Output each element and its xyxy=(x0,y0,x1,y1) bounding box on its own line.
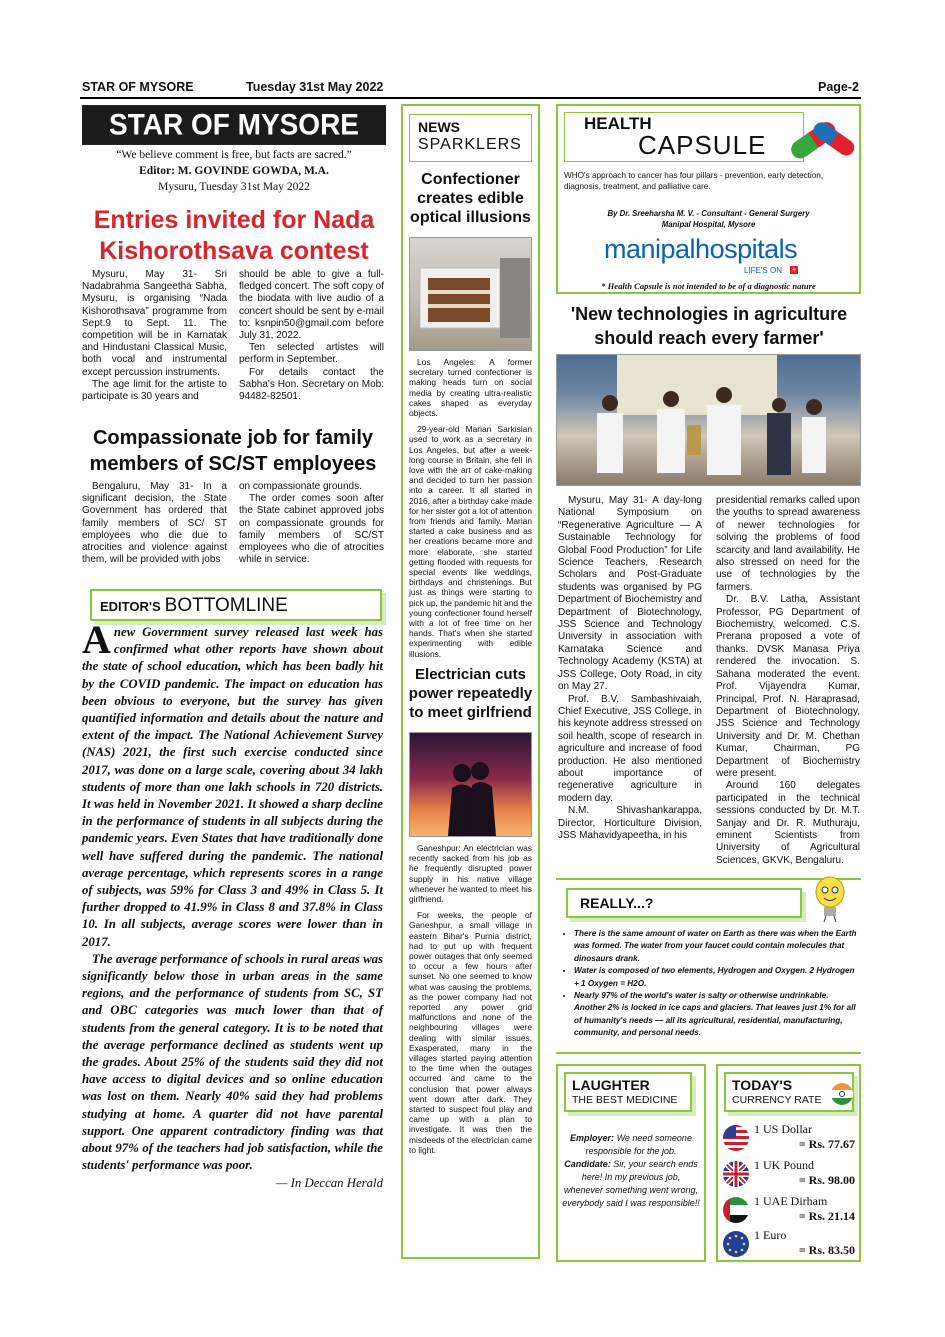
sparkler2-p2: For weeks, the people of Ganeshpur, a small village in eastern Bihar's Purnia district, had to put up with frequent power outages that only seemed to occur a few hours after sunset. No one seemed to know what was causing the problems, as the power company had not reported any power grid malfunctions and none of the neighbouring villages were dealing with similar issues. Exasperated, many in the villages started paying attention to the time when the outages occurred and came to the conclusion that power always went down after dark. They started to suspect foul play and came up with a plan to investigate. It was then the misdeeds of the electrician came to light. xyxy=(409,910,532,1155)
us-flag-icon xyxy=(722,1124,750,1152)
rate-gbp-value: Rs. 98.00 xyxy=(808,1173,855,1187)
header-rule xyxy=(80,97,861,99)
masthead-editor: Editor: M. GOVINDE GOWDA, M.A. xyxy=(139,165,329,177)
manipal-logo: manipalhospitals xyxy=(604,234,798,264)
editors-label: BOTTOMLINE xyxy=(164,595,288,616)
rate-eur-value: Rs. 83.50 xyxy=(808,1243,855,1257)
agri-c1p3: N.M. Shivashankarappa, Director, Horticulture Division, JSS Mahavidyapeetha, in his xyxy=(558,805,702,841)
symposium-photo xyxy=(556,354,861,486)
sparkler1-p2: 29-year-old Marian Sarkisian used to work as a secretary in Los Angeles, but after a week-long course in Britain, she fell in love with the art of cake-making and decided to turn her passion into a career. It all started in 2016, after a birthday cake made for her sister got a lot of attention from friends and family. Marian started a cake business and as her creations became more and more elaborate, she started getting flooded with requests for special events like weddings, birthdays and christenings. But just as things were starting to pick up, the pandemic hit and the young confectioner found herself with a lot of free time on her hands. That's when she started experimenting with edible illusions. xyxy=(409,424,532,659)
editorial-p2: The average performance of schools in rural areas was significantly below those in urban areas in the same regions, and the performance of students from SC, ST and OBC categories was much lower than that of students from the general category. It is to be noted that the average performance declined as students went up the grades. About 25% of the students said they did not have access to digital devices and so online education was lost on them. Nearly 40% said they had problems studying at home. A quarter did not have parental support. One apparent contradictory finding was that about 97% of the teachers had job satisfaction, while the students' performance was poor. xyxy=(82,951,383,1173)
currency-label1: TODAY'S xyxy=(732,1077,793,1093)
really-fact-3: • Nearly 97% of the world's water is salty or otherwise undrinkable. Another 2% is locked in ice caps and glaciers. That leaves just 1% for all of humanity's needs — all its agricultural, residential, manufacturing, community, and personal needs. xyxy=(574,990,860,1040)
masthead-dateline: Mysuru, Tuesday 31st May 2022 xyxy=(158,181,310,193)
agri-c2p3: Around 160 delegates participated in the technical sessions conducted by Dr. M.T. Sanjay and Dr. R. Muthuraju, eminent Scientists from University of Agricultural Sciences, GKVK, Bengaluru. xyxy=(716,780,860,866)
laughter-label2: THE BEST MEDICINE xyxy=(572,1094,678,1106)
sparklers-label1: NEWS xyxy=(418,119,460,135)
nada-col2a: should be able to give a full-fledged concert. The soft copy of the biodata with live audio of a concert should be sent by e-mail to: ksnpin50@gmail.com before July 31, 2022. xyxy=(239,269,384,342)
cake-photo xyxy=(409,237,532,351)
sparklers-header xyxy=(409,114,532,162)
sparkler1-text xyxy=(403,357,538,659)
uae-flag-icon xyxy=(722,1196,750,1224)
currency-label2: CURRENCY RATE xyxy=(732,1094,822,1106)
nada-article xyxy=(82,269,384,403)
header-page-number: Page-2 xyxy=(818,80,859,94)
symposium-scene xyxy=(557,355,861,486)
agri-c2p2: Dr. B.V. Latha, Assistant Professor, PG Department of Biochemistry, welcomed. C.S. Prerana proposed a vote of thanks. DVSK Manasa Priya rendered the invocation. S. Sahana moderated the event. Prof. Vijayendra Kumar, Principal, Prof. N. Haraprasad, Department of Biotechnology, JSS Science and Technology University and Dr. M. Chethan Kumar, Chairman, PG Department of Biochemistry were present. xyxy=(716,594,860,779)
sparkler2-headline: Electrician cuts power repeatedly to meet girlfriend xyxy=(408,665,533,721)
rate-row-usd: 1 US Dollar = Rs. 77.67 xyxy=(718,1120,859,1156)
sparkler1-headline: Confectioner creates edible optical illusions xyxy=(410,171,531,226)
cake-illustration xyxy=(410,238,535,350)
joke-candidate-label: Candidate: xyxy=(564,1159,611,1169)
laughter-label1: LAUGHTER xyxy=(572,1077,650,1093)
really-label: REALLY...? xyxy=(580,895,654,911)
health-note: * Health Capsule is not intended to be of a diagnostic nature xyxy=(601,281,816,291)
nada-headline: Entries invited for Nada Kishorothsava contest xyxy=(93,206,375,265)
comp-headline: Compassionate job for family members of SC/ST employees xyxy=(89,427,377,475)
agri-article xyxy=(558,495,860,867)
editors-label-bold: EDITOR'S xyxy=(100,599,161,614)
eu-flag-icon xyxy=(722,1230,750,1258)
joke-employer-label: Employer: xyxy=(570,1133,615,1143)
couple-photo xyxy=(409,732,532,837)
really-fact-2: • Water is composed of two elements, Hydrogen and Oxygen. 2 Hydrogen + 1 Oxygen = H2O. xyxy=(574,965,860,990)
editors-bottomline-header xyxy=(90,589,382,621)
lightbulb-mascot-icon xyxy=(812,876,848,922)
capsule-pills-icon xyxy=(782,110,860,166)
masthead-title: STAR OF MYSORE xyxy=(82,105,386,145)
health-byline: By Dr. Sreeharsha M. V. - Consultant - General Surgery xyxy=(607,209,810,218)
rate-usd-value: Rs. 77.67 xyxy=(808,1137,855,1151)
comp-col2a: on compassionate grounds. xyxy=(239,481,362,492)
nada-col2b: Ten selected artistes will perform in September. xyxy=(239,342,384,366)
rate-aed-name: 1 UAE Dirham xyxy=(754,1194,828,1208)
really-fact-1: • There is the same amount of water on Earth as there was when the Earth was formed. The water from your faucet could contain molecules that dinosaurs drank. xyxy=(574,928,860,965)
laughter-header xyxy=(564,1072,692,1112)
manipal-logo-tag: LIFE'S ON xyxy=(744,266,782,275)
rate-row-aed: 1 UAE Dirham = Rs. 21.14 xyxy=(718,1192,859,1228)
health-label1: HEALTH xyxy=(584,114,652,133)
joke-answer: Sir, your search ends here! In my previous job, whenever something went wrong, everybody said I was responsible!! xyxy=(562,1159,700,1208)
rate-usd-name: 1 US Dollar xyxy=(754,1122,812,1136)
uk-flag-icon xyxy=(722,1160,750,1188)
health-intro: WHO's approach to cancer has four pillars - prevention, early detection, diagnosis, treatment, and palliative care. xyxy=(564,171,824,191)
laughter-joke xyxy=(562,1132,700,1210)
sparklers-label2: SPARKLERS xyxy=(418,136,522,153)
nada-col1: Mysuru, May 31- Sri Nadabrahma Sangeetha Sabha, Mysuru, is organising “Nada Kishorothsava” programme from Sept.9 to Sept. 11. The competition will be in Karnatak and Hindustani Classical Music, both vocal and instrumental except percussion instruments. xyxy=(82,269,227,378)
nada-col2c: For details contact the Sabha's Hon. Secretary on Mob: 94482-82501. xyxy=(239,366,384,403)
health-hospital-line: Manipal Hospital, Mysore xyxy=(661,220,756,229)
comp-col1: Bengaluru, May 31- In a significant decision, the State Government has ordered that family members of SC/ ST employees who die due to atrocities and violence against them, will be provided with jobs xyxy=(82,481,227,566)
really-facts-list xyxy=(560,928,860,1040)
laughter-box xyxy=(556,1064,706,1262)
india-flag-icon xyxy=(830,1082,854,1106)
plus-icon: + xyxy=(791,265,797,274)
header-date: Tuesday 31st May 2022 xyxy=(246,80,384,94)
joke-question: We need someone responsible for the job. xyxy=(585,1133,692,1156)
rate-row-gbp: 1 UK Pound = Rs. 98.00 xyxy=(718,1156,859,1192)
health-capsule-box xyxy=(556,104,861,294)
rate-gbp-name: 1 UK Pound xyxy=(754,1158,815,1172)
masthead-motto: “We believe comment is free, but facts are sacred.” xyxy=(116,149,352,161)
rate-row-eur: 1 Euro = Rs. 83.50 xyxy=(718,1226,859,1262)
sparkler2-p1: Ganeshpur: An electrician was recently sacked from his job as he frequently disrupted power supply in his native village whenever he wanted to meet his girlfriend. xyxy=(409,842,532,904)
health-label2: CAPSULE xyxy=(638,130,767,160)
agri-c2p1: presidential remarks called upon the youths to spread awareness of newer technologies for solving the problems of food scarcity and land availability. He also stressed on need for the use of technologies by the farmers. xyxy=(716,495,860,593)
agri-headline: 'New technologies in agriculture should reach every farmer' xyxy=(570,304,848,348)
comp-article xyxy=(82,481,384,566)
couple-silhouette xyxy=(410,733,535,836)
editorial-p1: new Government survey released last week has confirmed what other reports have shown about the state of school education, which has been badly hit by the COVID pandemic. The impact on education has been obvious to everyone, but the survey has given quantified information and details about the nature and extent of the impact. The National Achievement Survey (NAS) 2021, the first such exercise conducted since 2017, was done on a large scale, covering about 34 lakh students of more than one lakh schools in 720 districts. It was held in November 2021. It showed a sharp decline in the performance of students in all subjects during the pandemic years. Even States that have traditionally done well have suffered during the pandemic. The national average percentage, which represents scores in a range of subjects, was 59% for Class 3 and 49% in Class 5. It further dropped to 41.9% in Class 8 and 37.8% in Class 10. In all subjects, average scores were lower than in 2017. xyxy=(82,625,383,949)
sparkler2-text xyxy=(403,843,538,1155)
really-header xyxy=(566,888,802,918)
editorial-text xyxy=(82,617,383,1192)
rate-aed-value: Rs. 21.14 xyxy=(808,1209,855,1223)
header-paper-name: STAR OF MYSORE xyxy=(82,80,194,94)
comp-col2b: The order comes soon after the State cabinet approved jobs on compassionate grounds for family members of SC/ST employees who die of atrocities while in service. xyxy=(239,493,384,566)
editorial-credit: — In Deccan Herald xyxy=(276,1175,383,1190)
sparkler1-p1: Los Angeles: A former secretary turned confectioner is making heads turn on social media by creating ultra-realistic cakes shaped as everyday objects. xyxy=(409,357,532,419)
editorial-dropcap: A xyxy=(82,617,111,662)
currency-box xyxy=(716,1064,861,1262)
agri-c1p1: Mysuru, May 31- A day-long National Symposium on “Regenerative Agriculture — A Sustainable Technology for Global Food Production” for Life Science Teachers, Research Scholars and Post-Graduate students was organised by PG Department of Biochemistry and Department of Biotechnology, JSS Science and Technology University in association with Karnataka Science and Technology Academy (KSTA) at JSS College, Ooty Road, in city on May 27. xyxy=(558,495,702,693)
rate-eur-name: 1 Euro xyxy=(754,1228,787,1242)
nada-col1b: The age limit for the artiste to participate is 30 years and xyxy=(82,378,227,403)
agri-c1p2: Prof. B.V. Sambashivaiah, Chief Executive, JSS College, in his keynote address stressed on soil health, scope of research in agriculture and increase of food production. He also mentioned about importance of regenerative agriculture in modern day. xyxy=(558,693,702,804)
news-sparklers-column xyxy=(401,104,540,1259)
